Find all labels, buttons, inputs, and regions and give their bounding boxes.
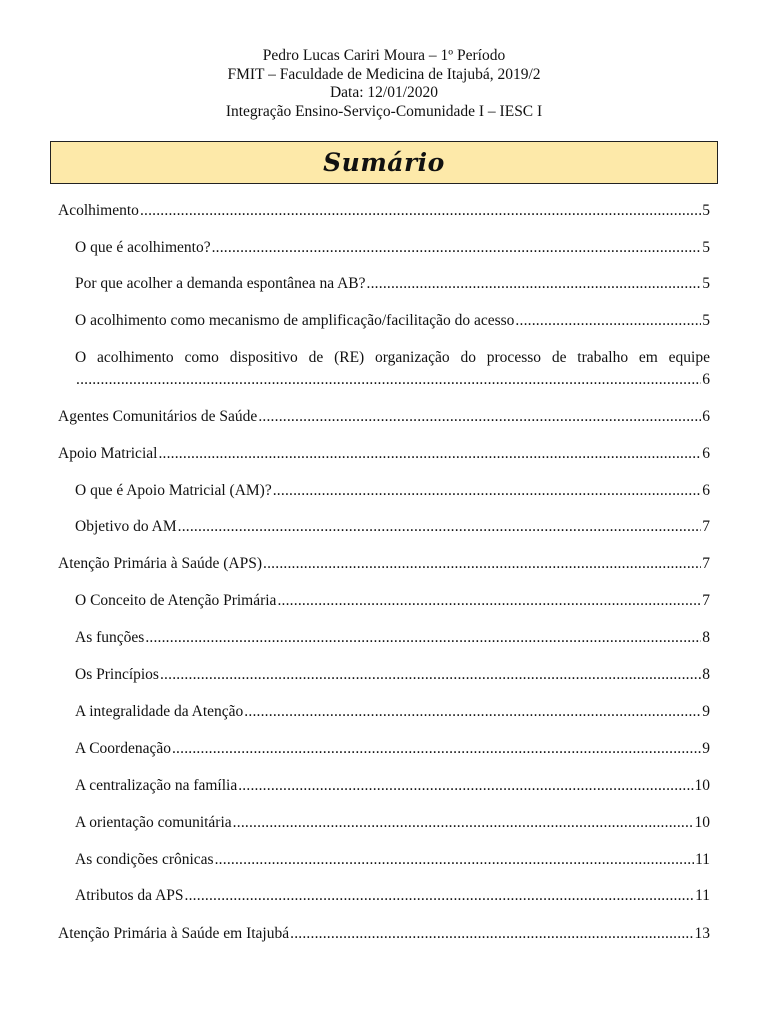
toc-entry-label: Apoio Matricial: [58, 445, 158, 462]
toc-leader-dots: [212, 238, 702, 258]
toc-entry-page: 6: [702, 408, 710, 425]
toc-leader-dots: [273, 481, 702, 501]
toc-entry-label: As funções: [75, 629, 145, 646]
toc-entry-label: Acolhimento: [58, 202, 139, 219]
toc-entry[interactable]: [75, 628, 710, 648]
toc-entry-page: 7: [702, 592, 710, 609]
toc-entry-page: 9: [702, 703, 710, 720]
toc-entry-page: 11: [695, 887, 710, 904]
toc-entry-label: O que é acolhimento?: [75, 239, 211, 256]
toc-entry-label: A integralidade da Atenção: [75, 703, 244, 720]
toc-leader-dots: [178, 517, 702, 537]
toc-entry[interactable]: [75, 311, 710, 331]
author-line: Pedro Lucas Cariri Moura – 1º Período: [262, 47, 506, 64]
toc-entry-label: A centralização na família: [75, 777, 238, 794]
toc-leader-dots: [515, 311, 701, 331]
toc-leader-dots: [215, 850, 694, 870]
toc-entry-page: 5: [702, 239, 710, 256]
toc-entry-label: As condições crônicas: [75, 851, 214, 868]
toc-entry[interactable]: [75, 665, 710, 685]
toc-entry[interactable]: [75, 813, 710, 833]
institution-line: FMIT – Faculdade de Medicina de Itajubá, 2019/2: [227, 65, 541, 83]
toc-entry[interactable]: [75, 886, 710, 906]
toc-entry-label: O Conceito de Atenção Primária: [75, 592, 277, 609]
toc-entry-page: 8: [702, 629, 710, 646]
toc-entry[interactable]: [75, 702, 710, 722]
toc-entry-page: 9: [702, 740, 710, 757]
toc-entry-page: 10: [694, 777, 710, 794]
toc-leader-dots: [160, 665, 701, 685]
toc-entry-continuation[interactable]: [75, 370, 710, 390]
toc-leader-dots: [367, 274, 702, 294]
toc-entry-page: 5: [702, 312, 710, 329]
toc-entry-page: 5: [702, 275, 710, 292]
toc-entry-page: 6: [702, 371, 710, 388]
summary-title: Sumário: [323, 148, 445, 177]
toc-leader-dots: [145, 628, 701, 648]
toc-leader-dots: [290, 924, 693, 944]
toc-entry-page: 6: [702, 482, 710, 499]
toc-leader-dots: [277, 591, 701, 611]
course-line: Integração Ensino-Serviço-Comunidade I – IESC I: [225, 103, 543, 121]
toc-entry-page: 5: [702, 202, 710, 219]
toc-entry[interactable]: [75, 739, 710, 759]
toc-entry[interactable]: [75, 238, 710, 258]
date-line: Data: 12/01/2020: [329, 84, 439, 102]
toc-entry-page: 7: [702, 555, 710, 572]
toc-entry-label: O acolhimento como mecanismo de amplificação/facilitação do acesso: [75, 312, 515, 329]
toc-entry[interactable]: [58, 407, 710, 427]
toc-entry-label: Por que acolher a demanda espontânea na AB?: [75, 275, 366, 292]
toc-entry[interactable]: [75, 517, 710, 537]
toc-entry-label-wrapped[interactable]: O acolhimento como dispositivo de (RE) organização do processo de trabalho em equipe: [75, 349, 710, 366]
toc-leader-dots: [140, 201, 701, 221]
toc-leader-dots: [238, 776, 693, 796]
toc-entry-label: O que é Apoio Matricial (AM)?: [75, 482, 272, 499]
toc-leader-dots: [185, 886, 695, 906]
toc-leader-dots: [263, 554, 701, 574]
toc-entry[interactable]: [75, 274, 710, 294]
toc-leader-dots: [244, 702, 701, 722]
toc-leader-dots: [172, 739, 701, 759]
toc-entry[interactable]: [75, 591, 710, 611]
toc-entry-label: A Coordenação: [75, 740, 171, 757]
toc-entry[interactable]: [58, 924, 710, 944]
toc-entry-page: 8: [702, 666, 710, 683]
toc-entry[interactable]: [58, 201, 710, 221]
toc-leader-dots: [158, 444, 701, 464]
toc-entry-page: 11: [695, 851, 710, 868]
toc-entry[interactable]: [75, 850, 710, 870]
toc-leader-dots: [76, 370, 701, 390]
toc-entry-label: Atenção Primária à Saúde (APS): [58, 555, 263, 572]
toc-entry[interactable]: [58, 444, 710, 464]
toc-entry-label: Atenção Primária à Saúde em Itajubá: [58, 925, 290, 942]
toc-entry-page: 6: [702, 445, 710, 462]
toc-entry-label: Atributos da APS: [75, 887, 184, 904]
toc-entry-page: 10: [694, 814, 710, 831]
toc-entry-page: 13: [694, 925, 710, 942]
toc-leader-dots: [258, 407, 701, 427]
toc-entry-page: 7: [702, 518, 710, 535]
toc-entry-label: A orientação comunitária: [75, 814, 232, 831]
toc-entry-label: Objetivo do AM: [75, 518, 177, 535]
toc-entry-label: Os Princípios: [75, 666, 159, 683]
toc-entry-label: Agentes Comunitários de Saúde: [58, 408, 258, 425]
toc-leader-dots: [233, 813, 694, 833]
toc-entry[interactable]: [75, 481, 710, 501]
toc-entry[interactable]: [75, 776, 710, 796]
toc-entry[interactable]: [58, 554, 710, 574]
